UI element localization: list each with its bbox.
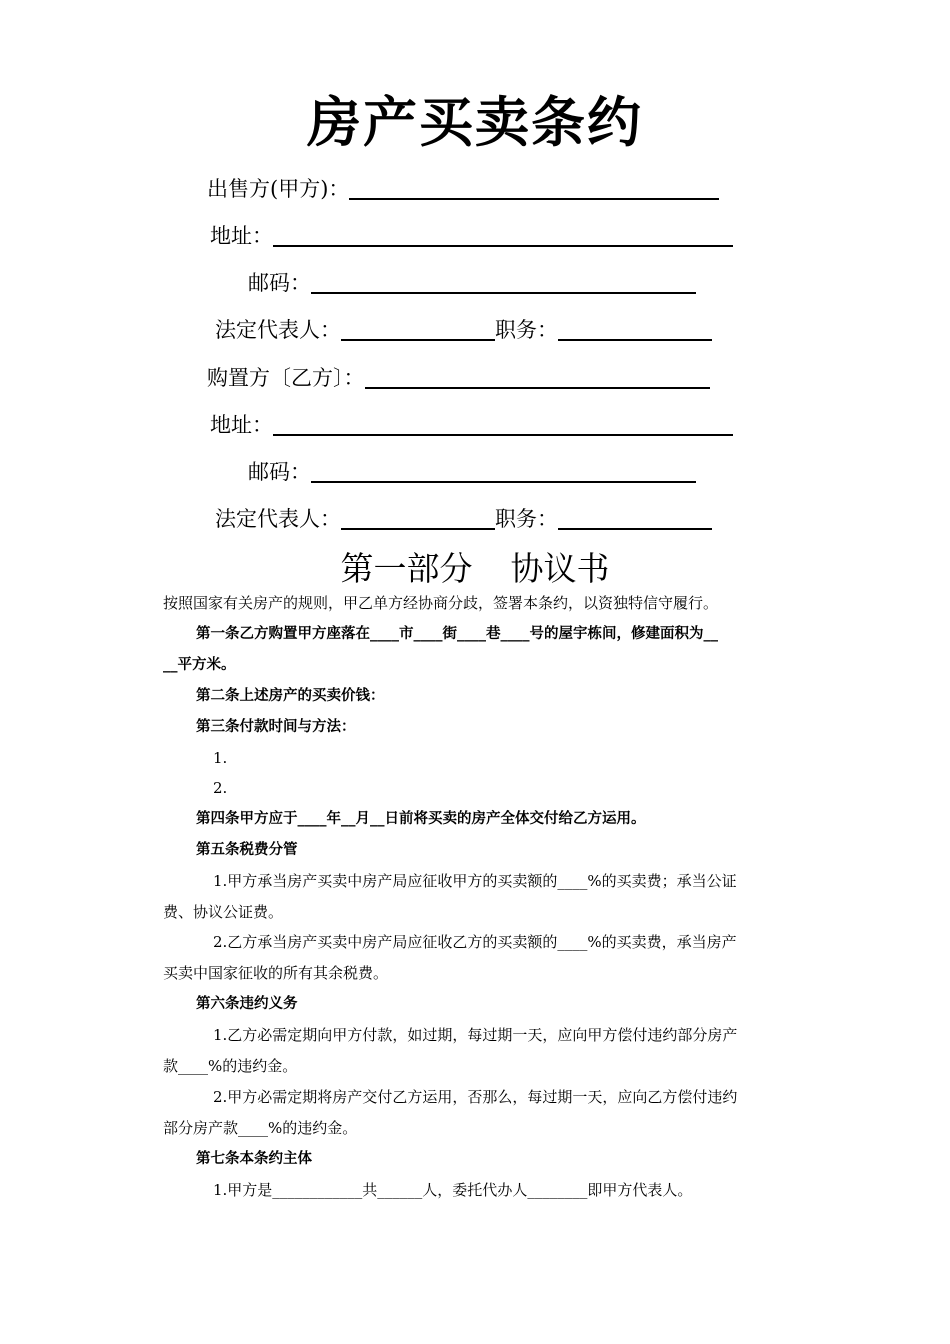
buyer-postcode-field[interactable] — [311, 459, 696, 483]
buyer-rep-label: 法定代表人： — [215, 507, 341, 531]
article-7-item-1: 1.甲方是____________共______人，委托代办人________即甲方代表人。 — [213, 1181, 693, 1199]
buyer-position-label: 职务： — [495, 507, 558, 531]
buyer-name-field[interactable] — [365, 365, 710, 389]
seller-address-field[interactable] — [273, 223, 733, 247]
article-3: 第三条付款时间与方法： — [196, 719, 356, 735]
seller-row — [207, 174, 719, 204]
buyer-postcode-label: 邮码： — [248, 460, 311, 484]
seller-postcode-field[interactable] — [311, 270, 696, 294]
article-1-line-1: 第一条乙方购置甲方座落在____市____街____巷____号的屋宇栋间，修建面积为__ — [196, 626, 718, 642]
buyer-address-row — [210, 410, 733, 440]
section-heading — [0, 543, 950, 590]
article-3-item-1: 1. — [213, 749, 228, 767]
section-heading-title: 协议书 — [510, 549, 610, 588]
buyer-address-label: 地址： — [210, 413, 273, 437]
document-title: 房产买卖条约 — [307, 90, 643, 154]
article-4: 第四条甲方应于____年__月__日前将买卖的房产全体交付给乙方运用。 — [196, 811, 646, 827]
article-5: 第五条税费分管 — [196, 842, 298, 858]
buyer-postcode-row — [248, 457, 696, 487]
article-2: 第二条上述房产的买卖价钱： — [196, 688, 385, 704]
article-6-item-2-line-1: 2.甲方必需定期将房产交付乙方运用，否那么，每过期一天，应向乙方偿付违约 — [213, 1088, 738, 1106]
seller-rep-row — [215, 315, 712, 345]
seller-postcode-row — [248, 268, 696, 298]
seller-address-row — [210, 221, 733, 251]
seller-label: 出售方(甲方)： — [207, 177, 350, 201]
article-5-item-2-line-1: 2.乙方承当房产买卖中房产局应征收乙方的买卖额的____%的买卖费，承当房产 — [213, 933, 737, 951]
buyer-row — [207, 363, 710, 393]
article-5-item-1-line-2: 费、协议公证费。 — [163, 903, 284, 921]
article-5-item-1-line-1: 1.甲方承当房产买卖中房产局应征收甲方的买卖额的____%的买卖费；承当公证 — [213, 872, 737, 890]
seller-name-field[interactable] — [349, 176, 719, 200]
seller-rep-field[interactable] — [341, 317, 495, 341]
article-3-item-2: 2. — [213, 779, 228, 797]
article-6: 第六条违约义务 — [196, 996, 298, 1012]
section-heading-part: 第一部分 — [340, 549, 473, 588]
buyer-position-field[interactable] — [558, 506, 712, 530]
buyer-address-field[interactable] — [273, 412, 733, 436]
article-6-item-1-line-1: 1.乙方必需定期向甲方付款，如过期，每过期一天，应向甲方偿付违约部分房产 — [213, 1026, 738, 1044]
article-5-item-2-line-2: 买卖中国家征收的所有其余税费。 — [163, 964, 389, 982]
seller-rep-label: 法定代表人： — [215, 318, 341, 342]
article-6-item-1-line-2: 款____%的违约金。 — [163, 1057, 298, 1075]
seller-postcode-label: 邮码： — [248, 271, 311, 295]
buyer-rep-field[interactable] — [341, 506, 495, 530]
intro-paragraph: 按照国家有关房产的规则，甲乙单方经协商分歧，签署本条约，以资独特信守履行。 — [163, 594, 719, 612]
buyer-label: 购置方〔乙方〕： — [207, 366, 365, 390]
article-7: 第七条本条约主体 — [196, 1151, 312, 1167]
buyer-rep-row — [215, 504, 712, 534]
article-1-line-2: __平方米。 — [163, 657, 236, 673]
seller-position-field[interactable] — [558, 317, 712, 341]
seller-position-label: 职务： — [495, 318, 558, 342]
article-6-item-2-line-2: 部分房产款____%的违约金。 — [163, 1119, 358, 1137]
seller-address-label: 地址： — [210, 224, 273, 248]
